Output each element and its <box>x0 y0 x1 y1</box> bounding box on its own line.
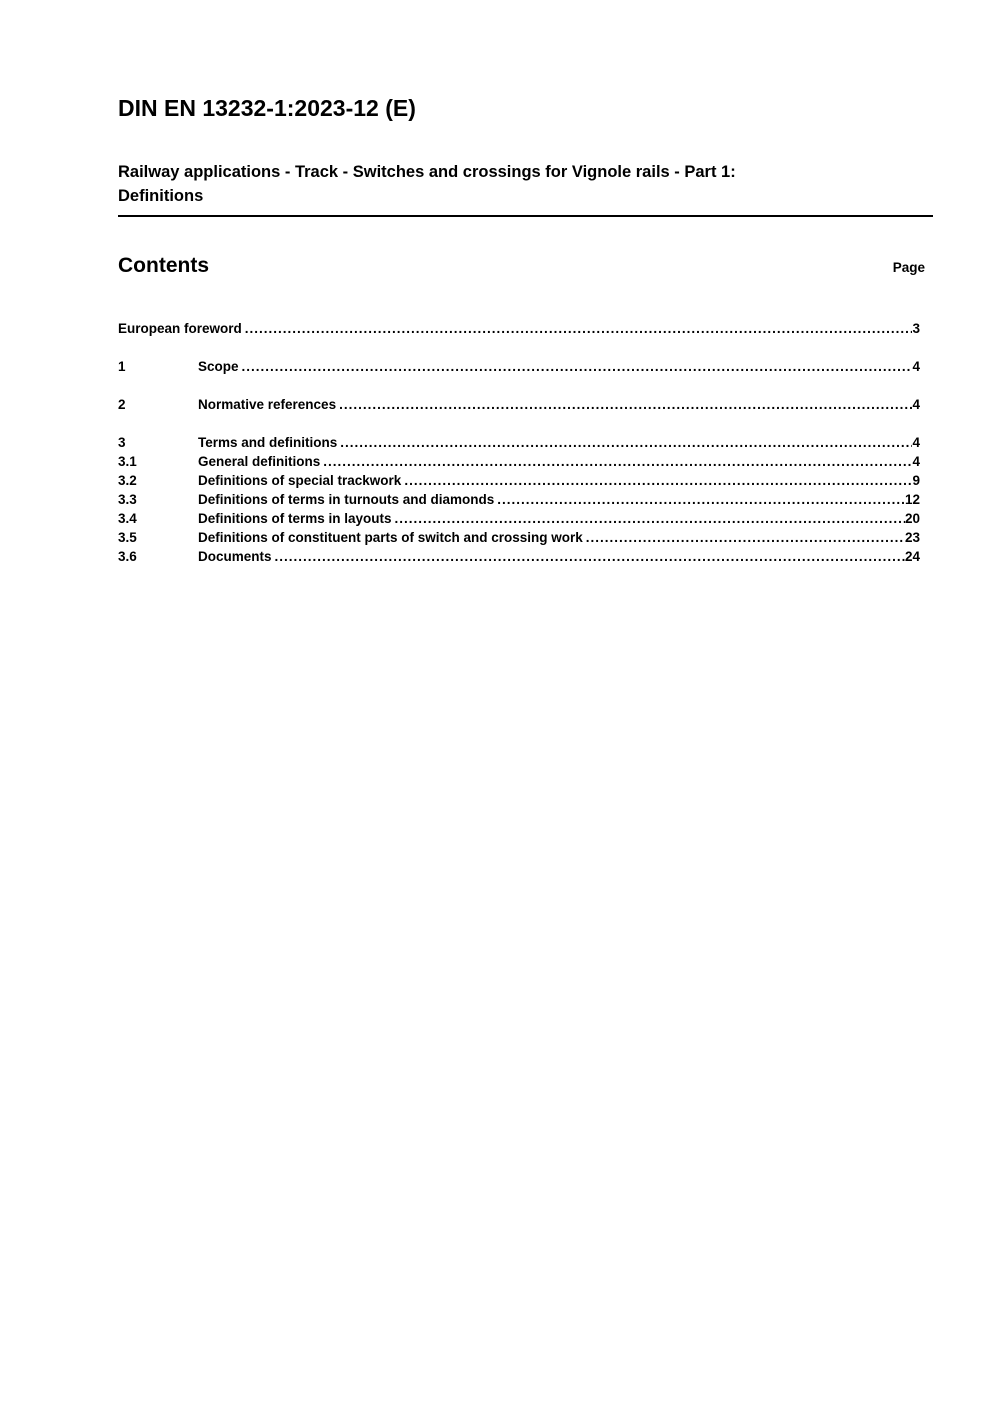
toc-entry <box>118 433 920 452</box>
toc-entry-title: Normative references <box>198 397 337 412</box>
toc-entry-page: 3 <box>912 321 920 336</box>
toc-dot-leader <box>242 319 913 338</box>
toc-entry-title: Definitions of constituent parts of switch and crossing work <box>198 530 583 545</box>
toc-entry-number: 3.1 <box>118 454 137 469</box>
document-title-line1: Railway applications - Track - Switches and crossings for Vignole rails - Part 1: <box>118 163 736 181</box>
document-title <box>118 160 933 217</box>
toc-dot-leader <box>337 433 912 452</box>
toc-entry <box>118 509 920 528</box>
toc-entry-number: 1 <box>118 359 126 374</box>
toc-entry-page: 24 <box>904 549 920 564</box>
toc-entry-title: Definitions of special trackwork <box>198 473 402 488</box>
toc-entry-page: 4 <box>912 397 920 412</box>
toc-entry-number: 3.3 <box>118 492 137 507</box>
toc-entry <box>118 357 920 376</box>
toc-entry <box>118 452 920 471</box>
toc-entry-number: 3.2 <box>118 473 137 488</box>
contents-header <box>118 253 933 279</box>
toc-entry-title: Scope <box>198 359 239 374</box>
toc-entry <box>118 395 920 414</box>
toc-entry-number: 3.4 <box>118 511 137 526</box>
toc-dot-leader <box>392 509 905 528</box>
table-of-contents <box>118 319 933 566</box>
toc-entry-title: Terms and definitions <box>198 435 338 450</box>
toc-entry-title: European foreword <box>118 321 242 336</box>
toc-dot-leader <box>239 357 913 376</box>
toc-entry <box>118 319 920 338</box>
toc-entry-page: 4 <box>912 359 920 374</box>
page-column-label: Page <box>892 260 925 275</box>
document-title-line2: Definitions <box>118 187 204 205</box>
toc-dot-leader <box>320 452 912 471</box>
document-code: DIN EN 13232-1:2023-12 (E) <box>118 95 416 121</box>
toc-entry-page: 20 <box>904 511 920 526</box>
toc-entry-page: 4 <box>912 454 920 469</box>
toc-dot-leader <box>494 490 905 509</box>
toc-entry-number: 3.6 <box>118 549 137 564</box>
toc-entry <box>118 471 920 490</box>
toc-entry-title: Documents <box>198 549 272 564</box>
toc-entry-page: 23 <box>904 530 920 545</box>
toc-entry-number: 3 <box>118 435 126 450</box>
toc-entry-title: General definitions <box>198 454 321 469</box>
toc-entry <box>118 547 920 566</box>
toc-entry <box>118 528 920 547</box>
toc-entry-page: 12 <box>904 492 920 507</box>
toc-entry-title: Definitions of terms in layouts <box>198 511 392 526</box>
toc-entry-number: 2 <box>118 397 126 412</box>
toc-entry <box>118 490 920 509</box>
toc-dot-leader <box>401 471 912 490</box>
toc-entry-title: Definitions of terms in turnouts and diamonds <box>198 492 495 507</box>
toc-dot-leader <box>583 528 905 547</box>
toc-dot-leader <box>272 547 905 566</box>
toc-entry-page: 4 <box>912 435 920 450</box>
toc-dot-leader <box>336 395 912 414</box>
contents-heading: Contents <box>118 254 209 277</box>
toc-entry-number: 3.5 <box>118 530 137 545</box>
toc-entry-page: 9 <box>912 473 920 488</box>
